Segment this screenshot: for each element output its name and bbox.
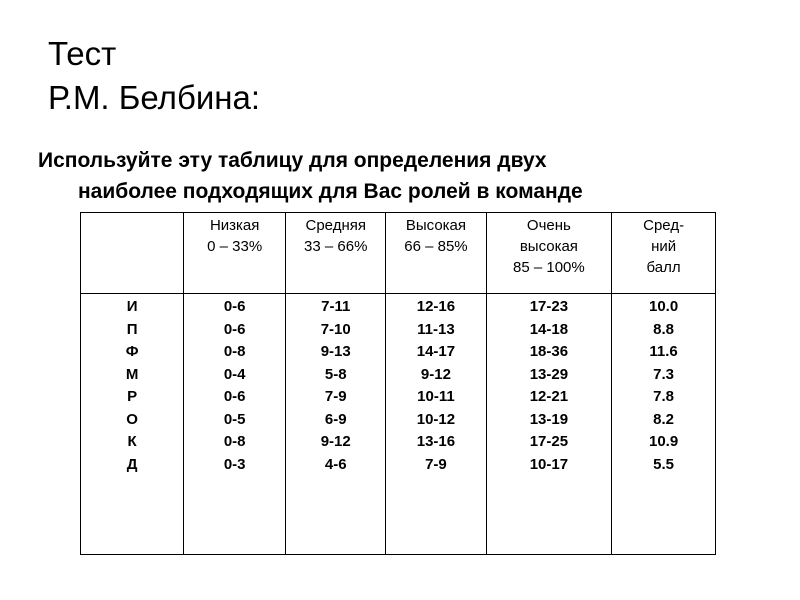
table-cell-line: Ф	[125, 343, 139, 360]
table-cell-line: 9-12	[320, 433, 351, 450]
header-line: 66 – 85%	[404, 238, 468, 255]
table-cell-line: 0-6	[223, 320, 246, 338]
header-line: Сред-	[643, 217, 685, 234]
table-cell-line: 7.3	[653, 365, 675, 383]
table-cell-line: 13-19	[529, 410, 569, 428]
header-line: 33 – 66%	[304, 238, 368, 255]
subtitle-line-2: наиболее подходящих для Вас ролей в команде	[78, 180, 583, 203]
header-cell-high	[386, 213, 486, 294]
table-cell-line: О	[126, 410, 138, 428]
header-line: ний	[651, 238, 677, 255]
table-cell-line: 17-23	[529, 298, 569, 315]
table-cell-line: 0-6	[223, 298, 246, 315]
table-cell-line: М	[125, 365, 139, 383]
header-line: балл	[646, 259, 681, 276]
average-score-cell	[612, 294, 716, 555]
subtitle-line-1: Используйте эту таблицу для определения двух	[38, 149, 547, 172]
table-cell-line: 0-6	[223, 388, 246, 405]
table-cell-line: 10-11	[417, 388, 455, 405]
table-cell-line: 7-11	[321, 298, 351, 315]
table-cell-line: 7-9	[425, 455, 447, 473]
table-cell-line: 14-17	[416, 343, 456, 360]
header-cell-very-high	[486, 213, 612, 294]
table-cell-line: 9-12	[420, 365, 451, 383]
table-cell-line: 13-29	[529, 365, 569, 383]
header-line: Очень	[526, 217, 571, 234]
medium-range-cell	[286, 294, 386, 555]
table-cell-line: 7-9	[324, 388, 347, 405]
high-range-cell	[386, 294, 486, 555]
table-cell-line: Р	[127, 388, 138, 405]
table-cell-line: 4-6	[324, 455, 347, 473]
role-letters-cell	[81, 294, 184, 555]
table-cell-line: П	[126, 320, 138, 338]
table-cell-line: 0-8	[223, 433, 246, 450]
table-cell-line: 0-4	[223, 365, 246, 383]
header-cell-average-score	[612, 213, 716, 294]
header-cell-low	[184, 213, 286, 294]
table-cell-line: 17-25	[529, 433, 569, 450]
table-cell-line: Д	[126, 455, 138, 473]
header-line: Средняя	[305, 217, 366, 234]
table-cell-line: 14-18	[529, 320, 569, 338]
table-cell-line: 11.6	[649, 343, 678, 360]
table-cell-line: 0-8	[223, 343, 246, 360]
low-range-cell	[184, 294, 286, 555]
header-line: 0 – 33%	[207, 238, 263, 255]
header-line: Высокая	[405, 217, 467, 234]
table-cell-line: 7-10	[320, 320, 351, 338]
table-cell-line: 12-21	[529, 388, 569, 405]
table-cell-line: И	[126, 298, 138, 315]
table-cell-line: 10.9	[649, 433, 679, 450]
table-cell-line: 5.5	[653, 455, 675, 473]
very-high-range-cell	[486, 294, 612, 555]
table-cell-line: 5-8	[324, 365, 347, 383]
table-cell-line: 10-17	[529, 455, 569, 473]
table-cell-line: 10-12	[416, 410, 456, 428]
table-row	[81, 294, 716, 555]
header-line: высокая	[519, 238, 578, 255]
header-cell-roles	[81, 213, 184, 294]
table-cell-line: 8.8	[653, 320, 675, 338]
table-cell-line: 13-16	[416, 433, 456, 450]
table-cell-line: 9-13	[320, 343, 351, 360]
slide-title	[48, 32, 260, 120]
table-cell-line: 10.0	[649, 298, 679, 315]
belbin-roles-table	[80, 212, 716, 555]
header-line: Низкая	[209, 217, 260, 234]
title-line-1: Тест	[48, 35, 117, 72]
table-cell-line: 18-36	[529, 343, 569, 360]
header-line: 85 – 100%	[513, 259, 585, 276]
table-cell-line: 0-3	[223, 455, 246, 473]
table-cell-line: К	[127, 433, 137, 450]
table-cell-line: 7.8	[653, 388, 675, 405]
table-cell-line: 8.2	[653, 410, 675, 428]
table-header-row	[81, 213, 716, 294]
table-cell-line: 6-9	[324, 410, 347, 428]
table-cell-line: 12-16	[416, 298, 456, 315]
slide-subtitle	[38, 145, 758, 207]
table-cell-line: 11-13	[417, 320, 455, 338]
table-cell-line: 0-5	[223, 410, 246, 428]
header-cell-medium	[286, 213, 386, 294]
title-line-2: Р.М. Белбина:	[48, 79, 261, 116]
